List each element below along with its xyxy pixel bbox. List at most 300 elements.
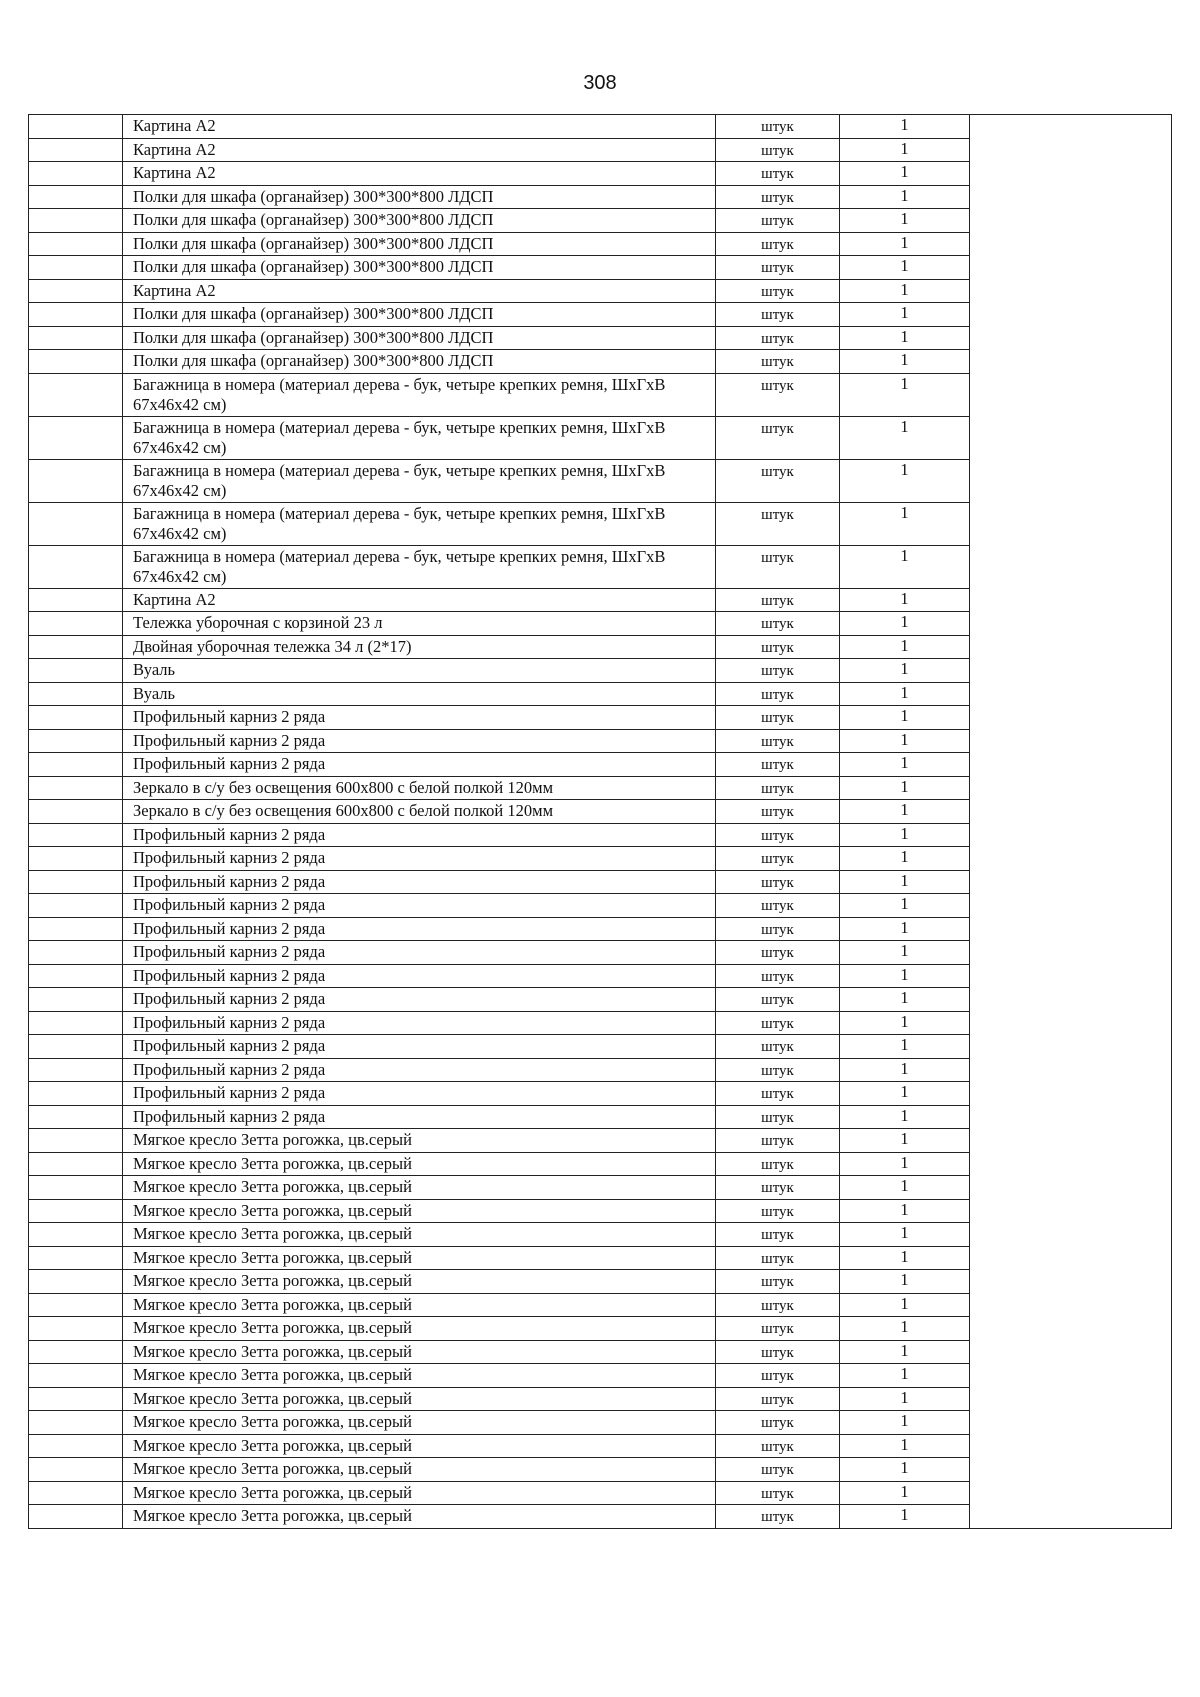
row-number-cell <box>29 1129 123 1153</box>
table-row <box>29 279 1172 303</box>
item-name-cell: Багажница в номера (материал дерева - бук, четыре крепких ремня, ШхГхВ 67х46х42 см) <box>123 459 716 502</box>
notes-cell <box>970 185 1172 209</box>
quantity-cell: 1 <box>840 1411 970 1435</box>
row-number-cell <box>29 1387 123 1411</box>
row-number-cell <box>29 279 123 303</box>
quantity-cell: 1 <box>840 1340 970 1364</box>
quantity-cell: 1 <box>840 988 970 1012</box>
quantity-cell: 1 <box>840 682 970 706</box>
row-number-cell <box>29 800 123 824</box>
notes-cell <box>970 894 1172 918</box>
row-number-cell <box>29 256 123 280</box>
notes-cell <box>970 459 1172 502</box>
row-number-cell <box>29 138 123 162</box>
unit-cell: штук <box>716 1387 840 1411</box>
item-name-cell: Багажница в номера (материал дерева - бук, четыре крепких ремня, ШхГхВ 67х46х42 см) <box>123 373 716 416</box>
item-name-cell: Картина А2 <box>123 588 716 612</box>
table-row <box>29 1011 1172 1035</box>
quantity-cell: 1 <box>840 162 970 186</box>
quantity-cell: 1 <box>840 1246 970 1270</box>
unit-cell: штук <box>716 350 840 374</box>
item-name-cell: Профильный карниз 2 ряда <box>123 917 716 941</box>
item-name-cell: Багажница в номера (материал дерева - бук, четыре крепких ремня, ШхГхВ 67х46х42 см) <box>123 416 716 459</box>
table-row <box>29 459 1172 502</box>
unit-cell: штук <box>716 1340 840 1364</box>
notes-cell <box>970 870 1172 894</box>
quantity-cell: 1 <box>840 1505 970 1529</box>
table-row <box>29 185 1172 209</box>
notes-cell <box>970 706 1172 730</box>
unit-cell: штук <box>716 1176 840 1200</box>
unit-cell: штук <box>716 373 840 416</box>
notes-cell <box>970 373 1172 416</box>
table-row <box>29 1411 1172 1435</box>
quantity-cell: 1 <box>840 1458 970 1482</box>
row-number-cell <box>29 303 123 327</box>
notes-cell <box>970 1152 1172 1176</box>
row-number-cell <box>29 1035 123 1059</box>
notes-cell <box>970 232 1172 256</box>
quantity-cell: 1 <box>840 303 970 327</box>
item-name-cell: Мягкое кресло Зетта рогожка, цв.серый <box>123 1434 716 1458</box>
row-number-cell <box>29 941 123 965</box>
quantity-cell: 1 <box>840 459 970 502</box>
item-name-cell: Профильный карниз 2 ряда <box>123 1082 716 1106</box>
row-number-cell <box>29 1246 123 1270</box>
notes-cell <box>970 917 1172 941</box>
table-row <box>29 659 1172 683</box>
unit-cell: штук <box>716 1293 840 1317</box>
table-row <box>29 682 1172 706</box>
unit-cell: штук <box>716 706 840 730</box>
unit-cell: штук <box>716 115 840 139</box>
quantity-cell: 1 <box>840 545 970 588</box>
notes-cell <box>970 588 1172 612</box>
unit-cell: штук <box>716 1058 840 1082</box>
table-row <box>29 1246 1172 1270</box>
item-name-cell: Профильный карниз 2 ряда <box>123 847 716 871</box>
quantity-cell: 1 <box>840 1364 970 1388</box>
quantity-cell: 1 <box>840 1434 970 1458</box>
row-number-cell <box>29 1481 123 1505</box>
unit-cell: штук <box>716 964 840 988</box>
quantity-cell: 1 <box>840 1105 970 1129</box>
item-name-cell: Мягкое кресло Зетта рогожка, цв.серый <box>123 1317 716 1341</box>
item-name-cell: Полки для шкафа (органайзер) 300*300*800 ЛДСП <box>123 232 716 256</box>
table-row <box>29 1458 1172 1482</box>
row-number-cell <box>29 1293 123 1317</box>
quantity-cell: 1 <box>840 350 970 374</box>
table-row <box>29 1317 1172 1341</box>
quantity-cell: 1 <box>840 753 970 777</box>
unit-cell: штук <box>716 209 840 233</box>
row-number-cell <box>29 459 123 502</box>
item-name-cell: Вуаль <box>123 659 716 683</box>
notes-cell <box>970 1199 1172 1223</box>
item-name-cell: Полки для шкафа (органайзер) 300*300*800 ЛДСП <box>123 185 716 209</box>
quantity-cell: 1 <box>840 776 970 800</box>
quantity-cell: 1 <box>840 870 970 894</box>
notes-cell <box>970 800 1172 824</box>
row-number-cell <box>29 545 123 588</box>
row-number-cell <box>29 350 123 374</box>
notes-cell <box>970 209 1172 233</box>
unit-cell: штук <box>716 1481 840 1505</box>
quantity-cell: 1 <box>840 894 970 918</box>
item-name-cell: Профильный карниз 2 ряда <box>123 1011 716 1035</box>
item-name-cell: Картина А2 <box>123 115 716 139</box>
unit-cell: штук <box>716 917 840 941</box>
row-number-cell <box>29 823 123 847</box>
unit-cell: штук <box>716 459 840 502</box>
table-row <box>29 941 1172 965</box>
item-name-cell: Мягкое кресло Зетта рогожка, цв.серый <box>123 1293 716 1317</box>
row-number-cell <box>29 1082 123 1106</box>
table-row <box>29 753 1172 777</box>
quantity-cell: 1 <box>840 612 970 636</box>
item-name-cell: Профильный карниз 2 ряда <box>123 706 716 730</box>
item-name-cell: Мягкое кресло Зетта рогожка, цв.серый <box>123 1387 716 1411</box>
notes-cell <box>970 729 1172 753</box>
row-number-cell <box>29 894 123 918</box>
row-number-cell <box>29 502 123 545</box>
table-row <box>29 1270 1172 1294</box>
row-number-cell <box>29 1011 123 1035</box>
unit-cell: штук <box>716 682 840 706</box>
unit-cell: штук <box>716 232 840 256</box>
notes-cell <box>970 1176 1172 1200</box>
notes-cell <box>970 1481 1172 1505</box>
table-row <box>29 1035 1172 1059</box>
notes-cell <box>970 753 1172 777</box>
row-number-cell <box>29 659 123 683</box>
table-row <box>29 729 1172 753</box>
unit-cell: штук <box>716 753 840 777</box>
unit-cell: штук <box>716 659 840 683</box>
quantity-cell: 1 <box>840 941 970 965</box>
table-row <box>29 1199 1172 1223</box>
unit-cell: штук <box>716 870 840 894</box>
item-name-cell: Профильный карниз 2 ряда <box>123 729 716 753</box>
unit-cell: штук <box>716 988 840 1012</box>
row-number-cell <box>29 1058 123 1082</box>
item-name-cell: Картина А2 <box>123 279 716 303</box>
notes-cell <box>970 1246 1172 1270</box>
table-row <box>29 1293 1172 1317</box>
unit-cell: штук <box>716 847 840 871</box>
unit-cell: штук <box>716 1364 840 1388</box>
unit-cell: штук <box>716 1152 840 1176</box>
row-number-cell <box>29 729 123 753</box>
item-name-cell: Полки для шкафа (органайзер) 300*300*800 ЛДСП <box>123 303 716 327</box>
notes-cell <box>970 326 1172 350</box>
quantity-cell: 1 <box>840 138 970 162</box>
unit-cell: штук <box>716 1434 840 1458</box>
item-name-cell: Полки для шкафа (органайзер) 300*300*800 ЛДСП <box>123 209 716 233</box>
table-row <box>29 1129 1172 1153</box>
unit-cell: штук <box>716 279 840 303</box>
row-number-cell <box>29 1340 123 1364</box>
row-number-cell <box>29 115 123 139</box>
unit-cell: штук <box>716 776 840 800</box>
quantity-cell: 1 <box>840 1011 970 1035</box>
item-name-cell: Багажница в номера (материал дерева - бук, четыре крепких ремня, ШхГхВ 67х46х42 см) <box>123 545 716 588</box>
row-number-cell <box>29 847 123 871</box>
notes-cell <box>970 1129 1172 1153</box>
row-number-cell <box>29 1176 123 1200</box>
notes-cell <box>970 682 1172 706</box>
quantity-cell: 1 <box>840 1176 970 1200</box>
table-row <box>29 326 1172 350</box>
item-name-cell: Полки для шкафа (органайзер) 300*300*800 ЛДСП <box>123 256 716 280</box>
table-row <box>29 1176 1172 1200</box>
quantity-cell: 1 <box>840 1082 970 1106</box>
unit-cell: штук <box>716 894 840 918</box>
unit-cell: штук <box>716 502 840 545</box>
row-number-cell <box>29 162 123 186</box>
item-name-cell: Мягкое кресло Зетта рогожка, цв.серый <box>123 1340 716 1364</box>
item-name-cell: Мягкое кресло Зетта рогожка, цв.серый <box>123 1246 716 1270</box>
item-name-cell: Профильный карниз 2 ряда <box>123 894 716 918</box>
unit-cell: штук <box>716 256 840 280</box>
table-row <box>29 303 1172 327</box>
notes-cell <box>970 1223 1172 1247</box>
table-row <box>29 373 1172 416</box>
notes-cell <box>970 1058 1172 1082</box>
table-row <box>29 1223 1172 1247</box>
table-row <box>29 1152 1172 1176</box>
quantity-cell: 1 <box>840 964 970 988</box>
notes-cell <box>970 612 1172 636</box>
notes-cell <box>970 256 1172 280</box>
unit-cell: штук <box>716 588 840 612</box>
quantity-cell: 1 <box>840 1481 970 1505</box>
row-number-cell <box>29 1223 123 1247</box>
item-name-cell: Профильный карниз 2 ряда <box>123 1105 716 1129</box>
quantity-cell: 1 <box>840 1035 970 1059</box>
quantity-cell: 1 <box>840 823 970 847</box>
row-number-cell <box>29 1411 123 1435</box>
unit-cell: штук <box>716 635 840 659</box>
notes-cell <box>970 1011 1172 1035</box>
notes-cell <box>970 659 1172 683</box>
item-name-cell: Мягкое кресло Зетта рогожка, цв.серый <box>123 1223 716 1247</box>
notes-cell <box>970 941 1172 965</box>
inventory-table-body <box>29 115 1172 1529</box>
row-number-cell <box>29 870 123 894</box>
unit-cell: штук <box>716 326 840 350</box>
quantity-cell: 1 <box>840 1317 970 1341</box>
quantity-cell: 1 <box>840 1293 970 1317</box>
notes-cell <box>970 1458 1172 1482</box>
unit-cell: штук <box>716 162 840 186</box>
table-row <box>29 635 1172 659</box>
item-name-cell: Мягкое кресло Зетта рогожка, цв.серый <box>123 1199 716 1223</box>
item-name-cell: Зеркало в с/у без освещения 600х800 с белой полкой 120мм <box>123 800 716 824</box>
unit-cell: штук <box>716 941 840 965</box>
notes-cell <box>970 1340 1172 1364</box>
notes-cell <box>970 1105 1172 1129</box>
quantity-cell: 1 <box>840 1199 970 1223</box>
row-number-cell <box>29 1152 123 1176</box>
quantity-cell: 1 <box>840 1223 970 1247</box>
row-number-cell <box>29 776 123 800</box>
quantity-cell: 1 <box>840 1129 970 1153</box>
item-name-cell: Двойная уборочная тележка 34 л (2*17) <box>123 635 716 659</box>
notes-cell <box>970 1505 1172 1529</box>
unit-cell: штук <box>716 823 840 847</box>
item-name-cell: Мягкое кресло Зетта рогожка, цв.серый <box>123 1176 716 1200</box>
quantity-cell: 1 <box>840 659 970 683</box>
unit-cell: штук <box>716 138 840 162</box>
quantity-cell: 1 <box>840 185 970 209</box>
unit-cell: штук <box>716 1129 840 1153</box>
row-number-cell <box>29 416 123 459</box>
quantity-cell: 1 <box>840 279 970 303</box>
table-row <box>29 823 1172 847</box>
item-name-cell: Мягкое кресло Зетта рогожка, цв.серый <box>123 1129 716 1153</box>
notes-cell <box>970 1387 1172 1411</box>
unit-cell: штук <box>716 1317 840 1341</box>
table-row <box>29 847 1172 871</box>
notes-cell <box>970 776 1172 800</box>
table-row <box>29 209 1172 233</box>
table-row <box>29 894 1172 918</box>
table-row <box>29 1105 1172 1129</box>
table-row <box>29 1481 1172 1505</box>
notes-cell <box>970 1270 1172 1294</box>
table-row <box>29 115 1172 139</box>
row-number-cell <box>29 373 123 416</box>
row-number-cell <box>29 682 123 706</box>
quantity-cell: 1 <box>840 729 970 753</box>
unit-cell: штук <box>716 1246 840 1270</box>
quantity-cell: 1 <box>840 416 970 459</box>
table-row <box>29 1340 1172 1364</box>
notes-cell <box>970 502 1172 545</box>
unit-cell: штук <box>716 303 840 327</box>
unit-cell: штук <box>716 729 840 753</box>
item-name-cell: Профильный карниз 2 ряда <box>123 941 716 965</box>
item-name-cell: Профильный карниз 2 ряда <box>123 1058 716 1082</box>
quantity-cell: 1 <box>840 232 970 256</box>
table-row <box>29 988 1172 1012</box>
row-number-cell <box>29 964 123 988</box>
row-number-cell <box>29 1270 123 1294</box>
notes-cell <box>970 115 1172 139</box>
table-row <box>29 350 1172 374</box>
item-name-cell: Мягкое кресло Зетта рогожка, цв.серый <box>123 1505 716 1529</box>
notes-cell <box>970 138 1172 162</box>
item-name-cell: Зеркало в с/у без освещения 600х800 с белой полкой 120мм <box>123 776 716 800</box>
quantity-cell: 1 <box>840 847 970 871</box>
quantity-cell: 1 <box>840 1270 970 1294</box>
notes-cell <box>970 162 1172 186</box>
notes-cell <box>970 545 1172 588</box>
unit-cell: штук <box>716 1505 840 1529</box>
row-number-cell <box>29 635 123 659</box>
row-number-cell <box>29 1505 123 1529</box>
table-row <box>29 416 1172 459</box>
table-row <box>29 1505 1172 1529</box>
unit-cell: штук <box>716 545 840 588</box>
unit-cell: штук <box>716 1458 840 1482</box>
notes-cell <box>970 635 1172 659</box>
quantity-cell: 1 <box>840 373 970 416</box>
inventory-table <box>28 114 1172 1529</box>
unit-cell: штук <box>716 612 840 636</box>
item-name-cell: Профильный карниз 2 ряда <box>123 964 716 988</box>
table-row <box>29 964 1172 988</box>
unit-cell: штук <box>716 185 840 209</box>
item-name-cell: Вуаль <box>123 682 716 706</box>
row-number-cell <box>29 1199 123 1223</box>
quantity-cell: 1 <box>840 588 970 612</box>
quantity-cell: 1 <box>840 1152 970 1176</box>
row-number-cell <box>29 753 123 777</box>
table-row <box>29 800 1172 824</box>
quantity-cell: 1 <box>840 256 970 280</box>
table-row <box>29 1387 1172 1411</box>
notes-cell <box>970 847 1172 871</box>
row-number-cell <box>29 588 123 612</box>
unit-cell: штук <box>716 1199 840 1223</box>
unit-cell: штук <box>716 1011 840 1035</box>
row-number-cell <box>29 1458 123 1482</box>
item-name-cell: Полки для шкафа (органайзер) 300*300*800 ЛДСП <box>123 326 716 350</box>
unit-cell: штук <box>716 1035 840 1059</box>
notes-cell <box>970 303 1172 327</box>
notes-cell <box>970 1434 1172 1458</box>
row-number-cell <box>29 1105 123 1129</box>
table-row <box>29 612 1172 636</box>
quantity-cell: 1 <box>840 1387 970 1411</box>
notes-cell <box>970 279 1172 303</box>
quantity-cell: 1 <box>840 917 970 941</box>
row-number-cell <box>29 326 123 350</box>
notes-cell <box>970 416 1172 459</box>
unit-cell: штук <box>716 1270 840 1294</box>
item-name-cell: Мягкое кресло Зетта рогожка, цв.серый <box>123 1152 716 1176</box>
page-number: 308 <box>583 72 617 94</box>
table-row <box>29 1058 1172 1082</box>
notes-cell <box>970 1364 1172 1388</box>
row-number-cell <box>29 232 123 256</box>
item-name-cell: Профильный карниз 2 ряда <box>123 870 716 894</box>
quantity-cell: 1 <box>840 1058 970 1082</box>
item-name-cell: Мягкое кресло Зетта рогожка, цв.серый <box>123 1270 716 1294</box>
row-number-cell <box>29 706 123 730</box>
item-name-cell: Профильный карниз 2 ряда <box>123 1035 716 1059</box>
notes-cell <box>970 1317 1172 1341</box>
row-number-cell <box>29 917 123 941</box>
item-name-cell: Багажница в номера (материал дерева - бук, четыре крепких ремня, ШхГхВ 67х46х42 см) <box>123 502 716 545</box>
table-row <box>29 502 1172 545</box>
row-number-cell <box>29 1434 123 1458</box>
item-name-cell: Профильный карниз 2 ряда <box>123 753 716 777</box>
item-name-cell: Тележка уборочная с корзиной 23 л <box>123 612 716 636</box>
unit-cell: штук <box>716 800 840 824</box>
notes-cell <box>970 1082 1172 1106</box>
unit-cell: штук <box>716 1082 840 1106</box>
item-name-cell: Мягкое кресло Зетта рогожка, цв.серый <box>123 1411 716 1435</box>
row-number-cell <box>29 1364 123 1388</box>
table-row <box>29 138 1172 162</box>
unit-cell: штук <box>716 1223 840 1247</box>
table-row <box>29 232 1172 256</box>
row-number-cell <box>29 209 123 233</box>
notes-cell <box>970 1411 1172 1435</box>
